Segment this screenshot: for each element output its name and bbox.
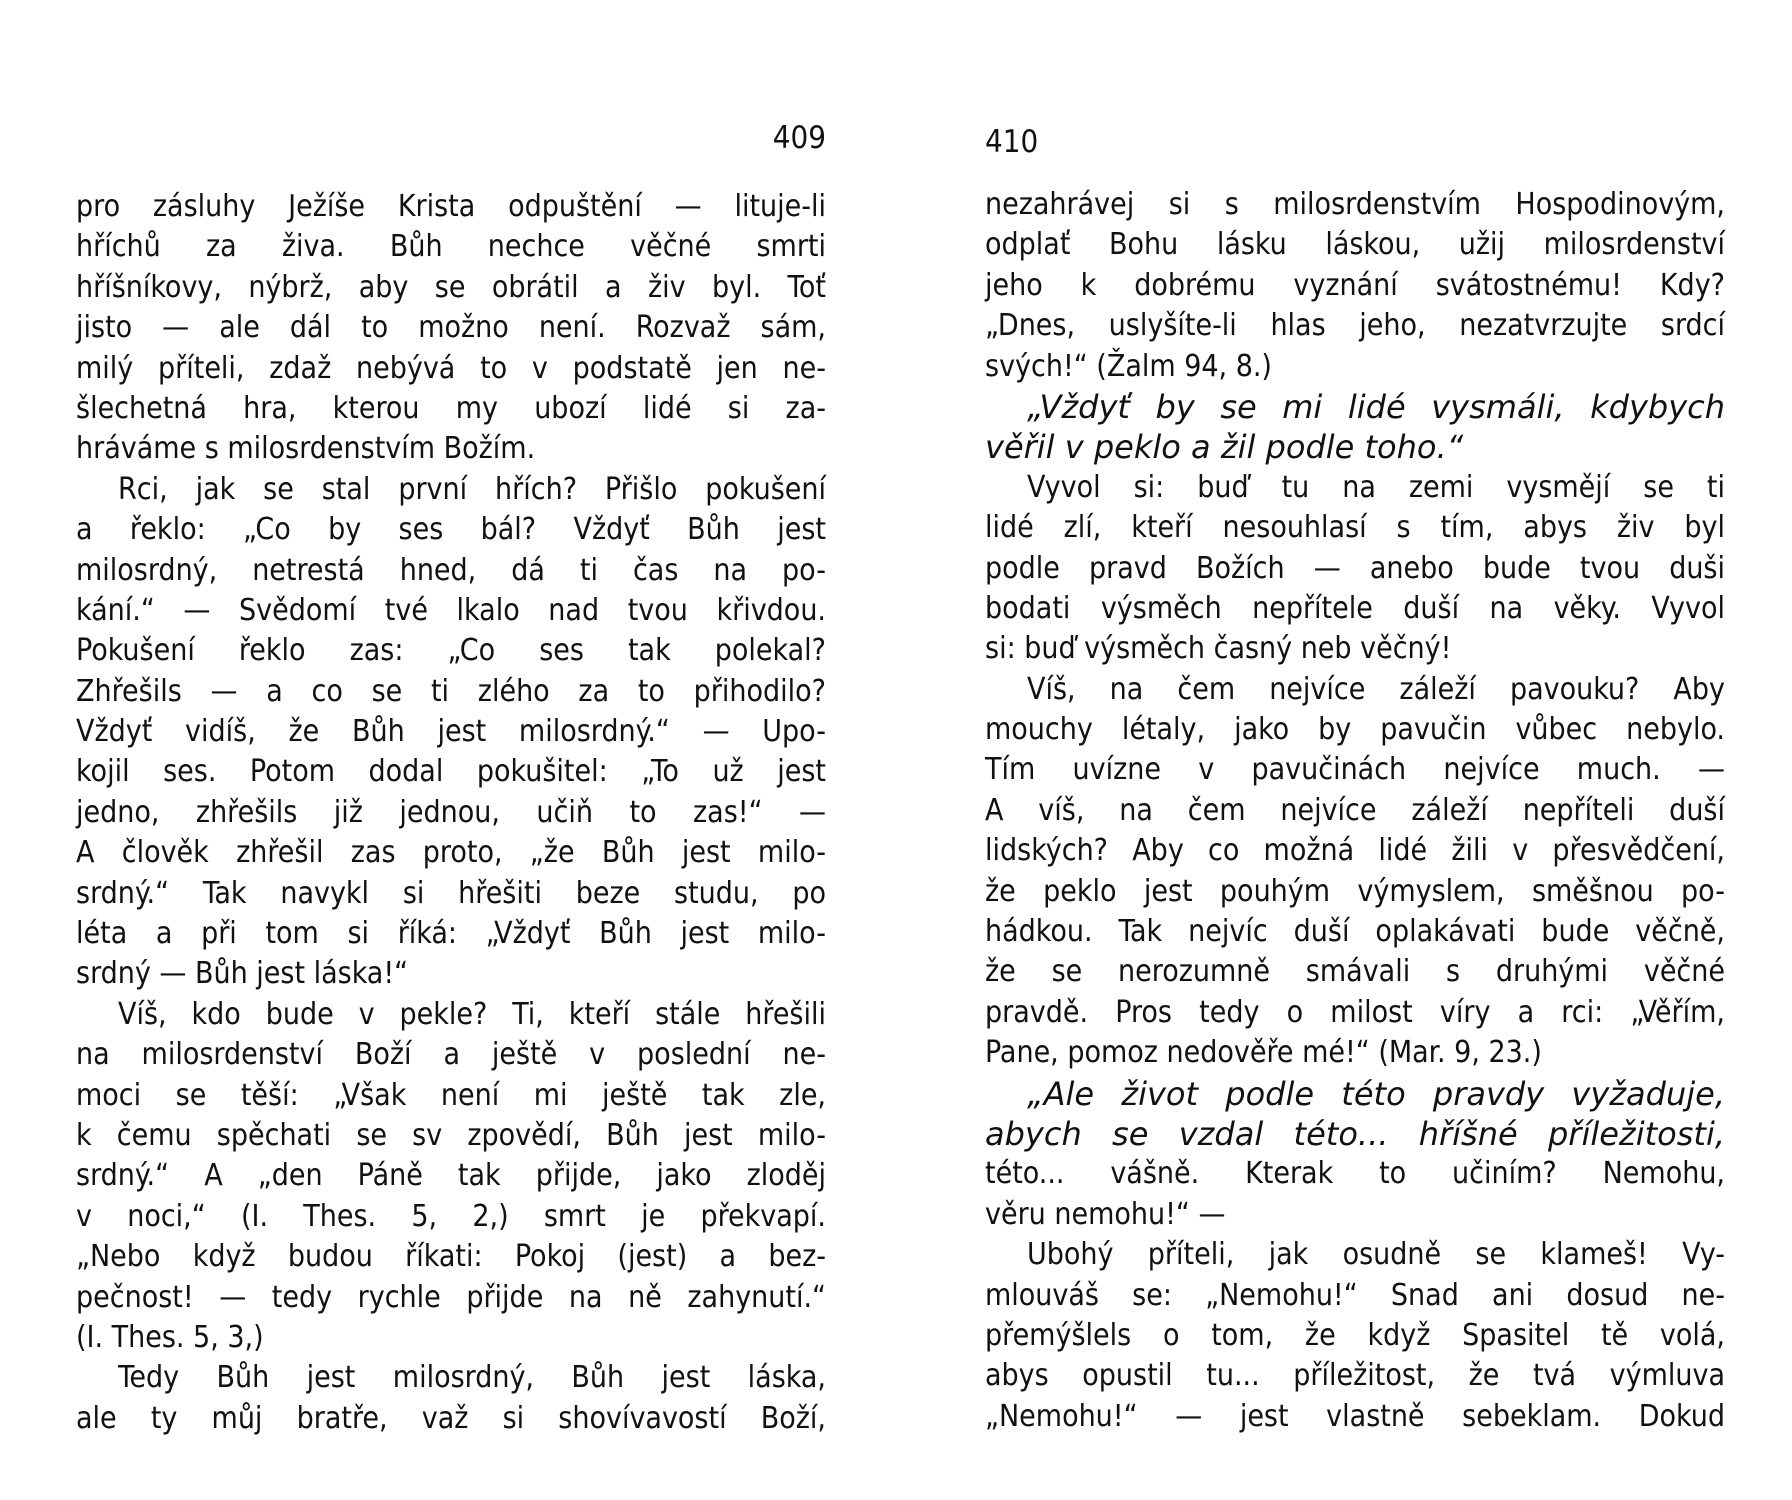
text-line: hádkou. Tak nejvíc duší oplakávati bude věčně, <box>985 914 1725 950</box>
text-line: moci se těší: „Však není mi ještě tak zle, <box>76 1077 826 1113</box>
text-line: Zhřešils — a co se ti zlého za to přihodilo? <box>76 673 826 709</box>
text-line: srdný — Bůh jest láska!“ <box>76 956 409 992</box>
text-line: k čemu spěchati se sv zpovědí, Bůh jest milo- <box>76 1117 826 1153</box>
text-line: Vyvol si: buď tu na zemi vysmějí se ti <box>1027 469 1725 505</box>
text-line: „Nebo když budou říkati: Pokoj (jest) a bez- <box>76 1239 826 1275</box>
text-line: Tedy Bůh jest milosrdný, Bůh jest láska, <box>118 1360 826 1396</box>
italic-text-line: věřil v peklo a žil podle toho.“ <box>985 428 1464 467</box>
text-line: jisto — ale dál to možno není. Rozvaž sám, <box>76 310 826 346</box>
text-line: a řeklo: „Co by ses bál? Vždyť Bůh jest <box>76 512 826 548</box>
text-line: že peklo jest pouhým výmyslem, směšnou po- <box>985 873 1725 909</box>
text-line: (I. Thes. 5, 3,) <box>76 1319 264 1355</box>
text-line: na milosrdenství Boží a ještě v poslední ne- <box>76 1037 826 1073</box>
text-line: kání.“ — Svědomí tvé lkalo nad tvou křivdou. <box>76 592 826 628</box>
text-line: v noci,“ (I. Thes. 5, 2,) smrt je překvapí. <box>76 1198 826 1234</box>
italic-text-line: „Ale život podle této pravdy vyžaduje, <box>1027 1074 1725 1113</box>
text-line: A víš, na čem nejvíce záleží nepříteli duší <box>985 792 1725 828</box>
text-line: Vždyť vidíš, že Bůh jest milosrdný.“ — Upo- <box>76 714 826 750</box>
text-line: srdný.“ A „den Páně tak přijde, jako zloděj <box>76 1158 826 1194</box>
text-line: si: buď výsměch časný neb věčný! <box>985 631 1452 667</box>
text-line: léta a při tom si říká: „Vždyť Bůh jest milo- <box>76 916 826 952</box>
text-line: odplať Bohu lásku láskou, užij milosrdenství <box>985 227 1725 263</box>
text-line: jedno, zhřešils již jednou, učiň to zas!“ — <box>76 794 826 830</box>
text-line: Ubohý příteli, jak osudně se klameš! Vy- <box>1027 1237 1725 1273</box>
text-line: milý příteli, zdaž nebývá to v podstatě jen ne- <box>76 350 826 386</box>
text-line: podle pravd Božích — anebo bude tvou duši <box>985 550 1725 586</box>
left-page-text <box>76 187 826 1439</box>
italic-text-line: „Vždyť by se mi lidé vysmáli, kdybych <box>1027 387 1725 426</box>
text-line: mlouváš se: „Nemohu!“ Snad ani dosud ne- <box>985 1277 1725 1313</box>
text-line: lidé zlí, kteří nesouhlasí s tím, abys živ byl <box>985 510 1725 546</box>
page-number-right: 410 <box>985 124 1039 160</box>
text-line: A člověk zhřešil zas proto, „že Bůh jest milo- <box>76 835 826 871</box>
right-page <box>985 0 1725 1500</box>
text-line: milosrdný, netrestá hned, dá ti čas na po- <box>76 552 826 588</box>
text-line: lidských? Aby co možná lidé žili v přesvědčení, <box>985 833 1725 869</box>
text-line: Tím uvízne v pavučinách nejvíce much. — <box>985 752 1725 788</box>
text-line: Rci, jak se stal první hřích? Přišlo pokušení <box>118 471 826 507</box>
text-line: přemýšlels o tom, že když Spasitel tě volá, <box>985 1317 1725 1353</box>
text-line: jeho k dobrému vyznání svátostnému! Kdy? <box>985 267 1725 303</box>
text-line: věru nemohu!“ — <box>985 1196 1226 1232</box>
text-line: pečnost! — tedy rychle přijde na ně zahynutí.“ <box>76 1279 826 1315</box>
text-line: bodati výsměch nepřítele duší na věky. Vyvol <box>985 590 1725 626</box>
text-line: „Nemohu!“ — jest vlastně sebeklam. Dokud <box>985 1398 1725 1434</box>
text-line: mouchy létaly, jako by pavučin vůbec nebylo. <box>985 712 1725 748</box>
text-line: Pokušení řeklo zas: „Co ses tak polekal? <box>76 633 826 669</box>
text-line: kojil ses. Potom dodal pokušitel: „To už jest <box>76 754 826 790</box>
text-line: Víš, na čem nejvíce záleží pavouku? Aby <box>1027 671 1725 707</box>
text-line: nezahrávej si s milosrdenstvím Hospodinovým, <box>985 187 1725 222</box>
text-line: pro zásluhy Ježíše Krista odpuštění — lituje-li <box>76 189 826 224</box>
text-line: pravdě. Pros tedy o milost víry a rci: „Věřím, <box>985 994 1725 1030</box>
right-page-text <box>985 185 1725 1437</box>
text-line: „Dnes, uslyšíte-li hlas jeho, nezatvrzujte srdcí <box>985 308 1725 344</box>
text-line: abys opustil tu... příležitost, že tvá výmluva <box>985 1358 1725 1394</box>
text-line: šlechetná hra, kterou my ubozí lidé si za- <box>76 390 826 426</box>
text-line: hříšníkovy, nýbrž, aby se obrátil a živ byl. Toť <box>76 269 826 305</box>
text-line: Pane, pomoz nedověře mé!“ (Mar. 9, 23.) <box>985 1035 1542 1071</box>
text-line: Víš, kdo bude v pekle? Ti, kteří stále hřešili <box>118 996 826 1032</box>
text-line: svých!“ (Žalm 94, 8.) <box>985 348 1272 384</box>
text-line: hráváme s milosrdenstvím Božím. <box>76 431 536 467</box>
left-page <box>76 0 826 1500</box>
text-line: hříchů za živa. Bůh nechce věčné smrti <box>76 229 826 265</box>
page-number-left: 409 <box>772 120 826 156</box>
text-line: že se nerozumně smávali s druhými věčné <box>985 954 1725 990</box>
text-line: srdný.“ Tak navykl si hřešiti beze studu, po <box>76 875 826 911</box>
text-line: ale ty můj bratře, važ si shovívavostí Boží, <box>76 1400 826 1436</box>
text-line: této... vášně. Kterak to učiním? Nemohu, <box>985 1156 1725 1192</box>
italic-text-line: abych se vzdal této... hříšné příležitosti, <box>985 1114 1725 1153</box>
